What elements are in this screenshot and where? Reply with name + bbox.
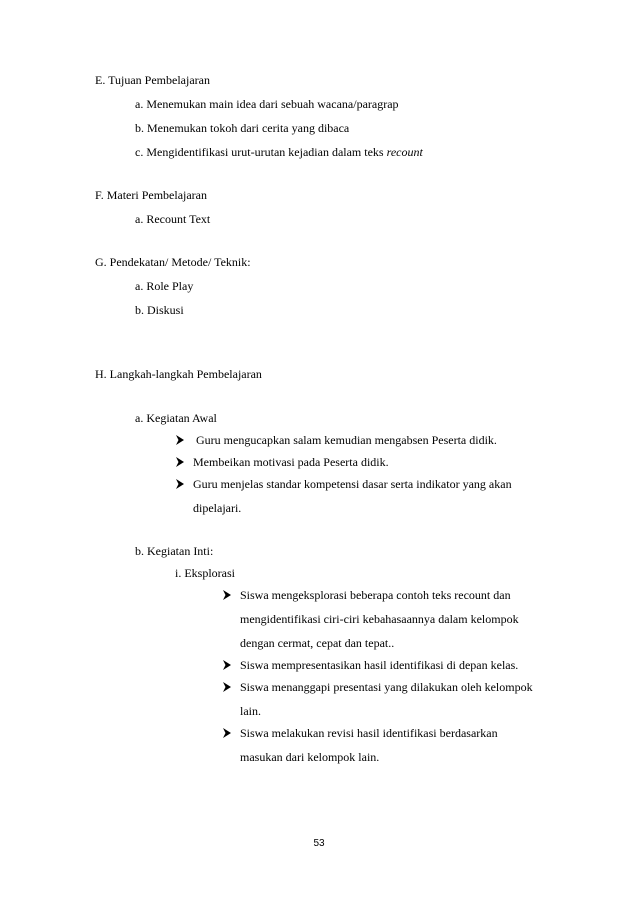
inti-bullet-1 <box>222 588 511 602</box>
inti-bullet-1-continuation-2: dengan cermat, cepat dan tepat.. <box>240 636 395 650</box>
inti-bullet-1-text: Siswa mengeksplorasi beberapa contoh teks recount dan <box>240 588 511 602</box>
arrow-bullet-icon <box>222 682 232 692</box>
kegiatan-awal-heading: a. Kegiatan Awal <box>135 411 217 425</box>
awal-bullet-3-text: Guru menjelas standar kompetensi dasar serta indikator yang akan <box>193 477 512 491</box>
section-g-item-a: a. Role Play <box>135 279 194 293</box>
arrow-bullet-icon <box>175 479 185 489</box>
section-e-heading: E. Tujuan Pembelajaran <box>95 73 210 87</box>
arrow-bullet-icon <box>222 660 232 670</box>
awal-bullet-2 <box>175 455 389 469</box>
inti-bullet-1-continuation-1: mengidentifikasi ciri-ciri kebahasaannya dalam kelompok <box>240 612 519 626</box>
section-e-item-c-text: c. Mengidentifikasi urut-urutan kejadian dalam teks <box>135 145 387 159</box>
inti-bullet-3 <box>222 680 533 694</box>
section-e-item-b: b. Menemukan tokoh dari cerita yang dibaca <box>135 121 350 135</box>
section-g-heading: G. Pendekatan/ Metode/ Teknik: <box>95 255 251 269</box>
inti-bullet-3-text: Siswa menanggapi presentasi yang dilakukan oleh kelompok <box>240 680 533 694</box>
awal-bullet-1-text: Guru mengucapkan salam kemudian mengabsen Peserta didik. <box>193 433 497 447</box>
arrow-bullet-icon <box>222 590 232 600</box>
section-g-item-b: b. Diskusi <box>135 303 184 317</box>
eksplorasi-heading: i. Eksplorasi <box>175 566 235 580</box>
inti-bullet-4 <box>222 726 498 740</box>
inti-bullet-3-continuation: lain. <box>240 704 261 718</box>
page-number: 53 <box>313 838 325 849</box>
section-e-item-a: a. Menemukan main idea dari sebuah wacana/paragrap <box>135 97 399 111</box>
section-e-item-c-emphasis: recount <box>386 145 423 159</box>
awal-bullet-1 <box>175 433 497 447</box>
inti-bullet-4-continuation: masukan dari kelompok lain. <box>240 750 380 764</box>
arrow-bullet-icon <box>222 728 232 738</box>
awal-bullet-3-continuation: dipelajari. <box>193 501 242 515</box>
inti-bullet-4-text: Siswa melakukan revisi hasil identifikasi berdasarkan <box>240 726 498 740</box>
section-f-item-a: a. Recount Text <box>135 212 211 226</box>
section-f-heading: F. Materi Pembelajaran <box>95 188 208 202</box>
arrow-bullet-icon <box>175 457 185 467</box>
arrow-bullet-icon <box>175 435 185 445</box>
inti-bullet-2-text: Siswa mempresentasikan hasil identifikasi di depan kelas. <box>240 658 519 672</box>
section-e-item-c <box>135 145 423 159</box>
awal-bullet-3 <box>175 477 512 491</box>
awal-bullet-2-text: Membeikan motivasi pada Peserta didik. <box>193 455 389 469</box>
inti-bullet-2 <box>222 658 518 672</box>
section-h-heading: H. Langkah-langkah Pembelajaran <box>95 367 262 381</box>
kegiatan-inti-heading: b. Kegiatan Inti: <box>135 544 214 558</box>
